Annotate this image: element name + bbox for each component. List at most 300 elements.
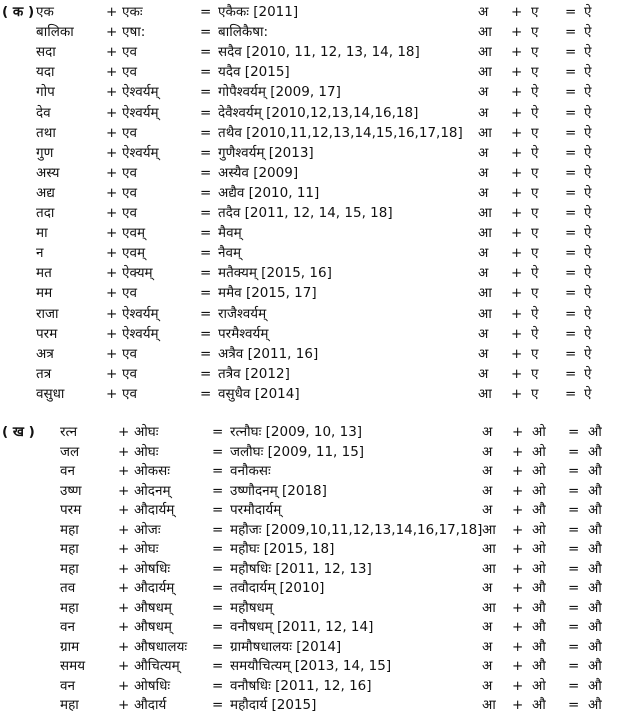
second-word: ओघः [134, 443, 159, 460]
second-word: औषधालयः [134, 638, 188, 655]
vowel-2: ए [531, 365, 539, 382]
vowel-plus: + [512, 482, 524, 499]
vowel-plus: + [511, 24, 523, 41]
equals-sign: = [200, 245, 212, 262]
vowel-1: आ [482, 541, 496, 557]
plus-sign: + [118, 424, 130, 440]
second-word: औदार्यम् [134, 580, 175, 596]
vowel-1: आ [478, 64, 492, 81]
result-word: समयौचित्यम् [2013, 14, 15] [230, 658, 392, 674]
vowel-1: अ [482, 619, 493, 635]
first-word: तव [60, 580, 76, 596]
vowel-result: ऐ [584, 325, 592, 342]
vowel-plus: + [512, 560, 524, 577]
sandhi-row [0, 617, 620, 637]
vowel-2: ए [531, 285, 539, 302]
equals-sign: = [200, 44, 212, 61]
vowel-equals: = [568, 541, 580, 557]
equals-sign: = [200, 365, 212, 382]
vowel-plus: + [512, 502, 524, 518]
plus-sign: + [118, 541, 130, 557]
vowel-equals: = [568, 658, 580, 674]
vowel-2: ओ [532, 677, 546, 694]
vowel-2: ऐ [531, 144, 539, 161]
sandhi-row [0, 2, 620, 22]
result-word: उष्णौदनम् [2018] [230, 482, 327, 499]
equals-sign: = [200, 104, 212, 121]
vowel-1: अ [482, 658, 493, 674]
second-word: एव [122, 385, 137, 402]
first-word: उष्ण [60, 482, 82, 499]
vowel-equals: = [568, 502, 580, 518]
vowel-result: औ [588, 443, 602, 460]
vowel-plus: + [511, 124, 523, 141]
first-word: समय [60, 658, 86, 674]
section-label: ( ख ) [2, 424, 35, 440]
plus-sign: + [106, 305, 118, 322]
vowel-result: ऐ [584, 124, 592, 141]
vowel-result: औ [588, 638, 602, 655]
result-word: वनौषधम् [2011, 12, 14] [230, 619, 374, 635]
first-word: देव [36, 104, 51, 121]
sandhi-row [0, 520, 620, 540]
sandhi-row [0, 344, 620, 364]
result-word: अस्यैव [2009] [218, 164, 299, 181]
result-word: जलौघः [2009, 11, 15] [230, 443, 365, 460]
vowel-plus: + [512, 658, 524, 674]
result-word: महौषधम् [230, 599, 273, 616]
vowel-2: औ [532, 619, 546, 635]
vowel-1: अ [478, 184, 489, 201]
plus-sign: + [106, 84, 118, 101]
vowel-equals: = [565, 184, 577, 201]
vowel-equals: = [568, 619, 580, 635]
vowel-plus: + [511, 104, 523, 121]
result-word: गोपैश्वर्यम् [2009, 17] [218, 84, 341, 101]
vowel-equals: = [565, 305, 577, 322]
result-word: अद्यैव [2010, 11] [218, 184, 320, 201]
vowel-2: औ [532, 502, 546, 518]
equals-sign: = [212, 424, 224, 440]
vowel-result: ऐ [584, 345, 592, 362]
plus-sign: + [118, 443, 130, 460]
first-word: अत्र [36, 345, 54, 362]
second-word: औषधम् [134, 619, 172, 635]
result-word: गुणैश्वर्यम् [2013] [218, 144, 314, 161]
result-word: परमौदार्यम् [230, 502, 282, 518]
sandhi-row [0, 559, 620, 579]
vowel-equals: = [565, 104, 577, 121]
section-label: ( क ) [2, 4, 35, 20]
plus-sign: + [118, 599, 130, 616]
vowel-result: औ [588, 502, 602, 518]
vowel-equals: = [568, 697, 580, 713]
result-word: रत्नौघः [2009, 10, 13] [230, 424, 363, 440]
plus-sign: + [118, 677, 130, 694]
vowel-equals: = [565, 385, 577, 402]
plus-sign: + [106, 325, 118, 342]
second-word: एव [122, 124, 137, 141]
vowel-1: अ [478, 325, 489, 342]
equals-sign: = [200, 385, 212, 402]
equals-sign: = [200, 205, 212, 221]
first-word: महा [60, 697, 79, 713]
vowel-equals: = [565, 325, 577, 342]
first-word: ग्राम [60, 638, 80, 655]
equals-sign: = [212, 482, 224, 499]
first-word: महा [60, 560, 79, 577]
vowel-equals: = [565, 205, 577, 221]
result-word: महौघः [2015, 18] [230, 541, 335, 557]
vowel-plus: + [511, 44, 523, 61]
vowel-result: ऐ [584, 305, 592, 322]
sandhi-row [0, 539, 620, 559]
vowel-1: अ [478, 4, 489, 20]
vowel-result: ऐ [584, 285, 592, 302]
vowel-result: औ [588, 658, 602, 674]
vowel-2: औ [532, 658, 546, 674]
vowel-1: अ [482, 443, 493, 460]
plus-sign: + [106, 124, 118, 141]
second-word: एव [122, 44, 137, 61]
vowel-1: आ [478, 44, 492, 61]
vowel-equals: = [565, 245, 577, 262]
vowel-1: आ [478, 305, 492, 322]
vowel-1: आ [482, 697, 496, 713]
vowel-result: ऐ [584, 225, 592, 242]
vowel-1: अ [482, 677, 493, 694]
second-word: ऐश्वर्यम् [122, 144, 159, 161]
second-word: ओषधिः [134, 560, 171, 577]
vowel-plus: + [511, 4, 523, 20]
vowel-plus: + [512, 580, 524, 596]
plus-sign: + [106, 24, 118, 41]
vowel-2: ओ [532, 463, 546, 479]
result-word: वनौषधिः [2011, 12, 16] [230, 677, 372, 694]
vowel-plus: + [511, 385, 523, 402]
vowel-1: अ [482, 463, 493, 479]
equals-sign: = [200, 265, 212, 282]
sandhi-row [0, 103, 620, 123]
equals-sign: = [212, 541, 224, 557]
vowel-2: ए [531, 24, 539, 41]
sandhi-row [0, 578, 620, 598]
second-word: एव [122, 184, 137, 201]
first-word: तदा [36, 205, 55, 221]
plus-sign: + [118, 502, 130, 518]
vowel-equals: = [568, 521, 580, 538]
second-word: औषधम् [134, 599, 172, 616]
vowel-result: ऐ [584, 205, 592, 221]
vowel-2: ओ [532, 424, 546, 440]
second-word: ओघः [134, 424, 159, 440]
vowel-2: ओ [532, 482, 546, 499]
vowel-equals: = [565, 24, 577, 41]
second-word: एव [122, 365, 137, 382]
first-word: रत्न [60, 424, 78, 440]
sandhi-row [0, 442, 620, 462]
sandhi-row [0, 637, 620, 657]
second-word: एकः [122, 4, 143, 20]
vowel-equals: = [568, 677, 580, 694]
result-word: ममैव [2015, 17] [218, 285, 317, 302]
vowel-2: ऐ [531, 325, 539, 342]
sandhi-row [0, 598, 620, 618]
first-word: गुण [36, 144, 54, 161]
vowel-result: ऐ [584, 104, 592, 121]
equals-sign: = [212, 638, 224, 655]
equals-sign: = [212, 697, 224, 713]
vowel-result: औ [588, 560, 602, 577]
vowel-result: औ [588, 424, 602, 440]
sandhi-row [0, 143, 620, 163]
equals-sign: = [212, 658, 224, 674]
result-word: परमैश्वर्यम् [218, 325, 269, 342]
vowel-2: ए [531, 225, 539, 242]
sandhi-row [0, 656, 620, 676]
equals-sign: = [200, 225, 212, 242]
vowel-equals: = [565, 64, 577, 81]
vowel-plus: + [512, 541, 524, 557]
sandhi-row [0, 62, 620, 82]
vowel-result: औ [588, 599, 602, 616]
second-word: ऐक्यम् [122, 265, 153, 282]
vowel-equals: = [568, 424, 580, 440]
sandhi-row [0, 481, 620, 501]
vowel-equals: = [565, 285, 577, 302]
vowel-result: औ [588, 463, 602, 479]
plus-sign: + [106, 44, 118, 61]
result-word: बालिकैषा: [218, 24, 269, 41]
vowel-equals: = [568, 560, 580, 577]
first-word: अस्य [36, 164, 60, 181]
vowel-equals: = [568, 638, 580, 655]
second-word: औचित्यम् [134, 658, 180, 674]
first-word: महा [60, 521, 79, 538]
vowel-result: ऐ [584, 84, 592, 101]
first-word: मम [36, 285, 53, 302]
vowel-2: ए [531, 245, 539, 262]
vowel-result: औ [588, 677, 602, 694]
equals-sign: = [212, 599, 224, 616]
second-word: ऐश्वर्यम् [122, 104, 159, 121]
vowel-equals: = [565, 265, 577, 282]
vowel-result: औ [588, 619, 602, 635]
first-word: गोप [36, 84, 55, 101]
result-word: वसुधैव [2014] [218, 385, 300, 402]
second-word: ओकसः [134, 463, 171, 479]
vowel-2: औ [532, 638, 546, 655]
result-word: तदैव [2011, 12, 14, 15, 18] [218, 205, 393, 221]
plus-sign: + [106, 205, 118, 221]
vowel-2: ओ [532, 560, 546, 577]
vowel-1: अ [482, 580, 493, 596]
result-word: महौजः [2009,10,11,12,13,14,16,17,18] [230, 521, 483, 538]
vowel-1: आ [478, 285, 492, 302]
second-word: एव [122, 205, 137, 221]
vowel-equals: = [565, 124, 577, 141]
first-word: तथा [36, 124, 56, 141]
equals-sign: = [200, 84, 212, 101]
vowel-plus: + [511, 84, 523, 101]
second-word: ओदनम् [134, 482, 171, 499]
sandhi-row [0, 283, 620, 303]
result-word: नैवम् [218, 245, 242, 262]
equals-sign: = [200, 124, 212, 141]
vowel-1: आ [478, 124, 492, 141]
equals-sign: = [200, 325, 212, 342]
vowel-2: ऐ [531, 84, 539, 101]
vowel-result: ऐ [584, 265, 592, 282]
equals-sign: = [200, 305, 212, 322]
vowel-1: अ [478, 265, 489, 282]
sandhi-row [0, 203, 620, 223]
vowel-1: अ [478, 104, 489, 121]
first-word: वन [60, 619, 75, 635]
vowel-1: अ [482, 638, 493, 655]
sandhi-row [0, 304, 620, 324]
second-word: एव [122, 64, 137, 81]
equals-sign: = [200, 4, 212, 20]
vowel-equals: = [568, 599, 580, 616]
vowel-plus: + [511, 245, 523, 262]
vowel-plus: + [511, 164, 523, 181]
vowel-plus: + [512, 424, 524, 440]
equals-sign: = [212, 502, 224, 518]
second-word: औदार्य [134, 697, 167, 713]
vowel-plus: + [512, 619, 524, 635]
vowel-plus: + [511, 285, 523, 302]
vowel-plus: + [511, 345, 523, 362]
equals-sign: = [212, 619, 224, 635]
vowel-plus: + [512, 443, 524, 460]
first-word: न [36, 245, 44, 262]
result-word: महौषधिः [2011, 12, 13] [230, 560, 372, 577]
vowel-plus: + [512, 599, 524, 616]
sandhi-row [0, 243, 620, 263]
first-word: मा [36, 225, 48, 242]
plus-sign: + [106, 64, 118, 81]
plus-sign: + [106, 184, 118, 201]
plus-sign: + [106, 104, 118, 121]
result-word: एकैकः [2011] [218, 4, 299, 20]
vowel-equals: = [565, 4, 577, 20]
vowel-1: अ [478, 345, 489, 362]
result-word: महौदार्य [2015] [230, 697, 317, 713]
sandhi-row [0, 22, 620, 42]
vowel-1: अ [482, 502, 493, 518]
first-word: महा [60, 541, 79, 557]
vowel-1: अ [482, 482, 493, 499]
plus-sign: + [118, 560, 130, 577]
vowel-equals: = [568, 463, 580, 479]
vowel-plus: + [511, 365, 523, 382]
sandhi-row [0, 384, 620, 404]
first-word: परम [36, 325, 58, 342]
vowel-result: ऐ [584, 44, 592, 61]
vowel-plus: + [512, 463, 524, 479]
first-word: मत [36, 265, 52, 282]
plus-sign: + [106, 245, 118, 262]
vowel-1: आ [478, 225, 492, 242]
equals-sign: = [212, 560, 224, 577]
plus-sign: + [106, 164, 118, 181]
plus-sign: + [106, 285, 118, 302]
vowel-2: औ [532, 599, 546, 616]
plus-sign: + [118, 619, 130, 635]
vowel-plus: + [511, 205, 523, 221]
sandhi-row [0, 163, 620, 183]
vowel-result: ऐ [584, 184, 592, 201]
vowel-result: ऐ [584, 385, 592, 402]
first-word: वन [60, 463, 75, 479]
vowel-result: औ [588, 521, 602, 538]
sandhi-row [0, 422, 620, 442]
second-word: ऐश्वर्यम् [122, 305, 159, 322]
vowel-result: ऐ [584, 4, 592, 20]
vowel-result: ऐ [584, 144, 592, 161]
second-word: एवम् [122, 245, 146, 262]
equals-sign: = [212, 463, 224, 479]
vowel-plus: + [511, 325, 523, 342]
second-word: एषा: [122, 24, 146, 41]
plus-sign: + [106, 365, 118, 382]
vowel-result: ऐ [584, 245, 592, 262]
vowel-result: ऐ [584, 24, 592, 41]
equals-sign: = [212, 443, 224, 460]
plus-sign: + [106, 4, 118, 20]
plus-sign: + [118, 521, 130, 538]
sandhi-row [0, 223, 620, 243]
vowel-result: औ [588, 482, 602, 499]
second-word: ओजः [134, 521, 161, 538]
sandhi-row [0, 364, 620, 384]
vowel-1: अ [478, 365, 489, 382]
vowel-plus: + [512, 521, 524, 538]
plus-sign: + [106, 265, 118, 282]
vowel-plus: + [511, 305, 523, 322]
first-word: जल [60, 443, 80, 460]
plus-sign: + [118, 658, 130, 674]
second-word: एव [122, 285, 137, 302]
sandhi-row [0, 324, 620, 344]
vowel-2: ओ [532, 541, 546, 557]
vowel-plus: + [512, 677, 524, 694]
first-word: अद्य [36, 184, 55, 201]
vowel-plus: + [512, 638, 524, 655]
vowel-2: ए [531, 44, 539, 61]
second-word: एव [122, 164, 137, 181]
second-word: ओघः [134, 541, 159, 557]
equals-sign: = [200, 345, 212, 362]
vowel-result: ऐ [584, 164, 592, 181]
vowel-1: आ [478, 24, 492, 41]
first-word: सदा [36, 44, 56, 61]
vowel-plus: + [511, 64, 523, 81]
plus-sign: + [118, 580, 130, 596]
vowel-plus: + [512, 697, 524, 713]
vowel-plus: + [511, 265, 523, 282]
vowel-1: अ [478, 84, 489, 101]
sandhi-row [0, 695, 620, 715]
vowel-result: औ [588, 697, 602, 713]
vowel-2: ऐ [531, 265, 539, 282]
vowel-result: ऐ [584, 365, 592, 382]
second-word: ऐश्वर्यम् [122, 84, 159, 101]
vowel-1: आ [482, 560, 496, 577]
plus-sign: + [118, 638, 130, 655]
sandhi-row [0, 461, 620, 481]
